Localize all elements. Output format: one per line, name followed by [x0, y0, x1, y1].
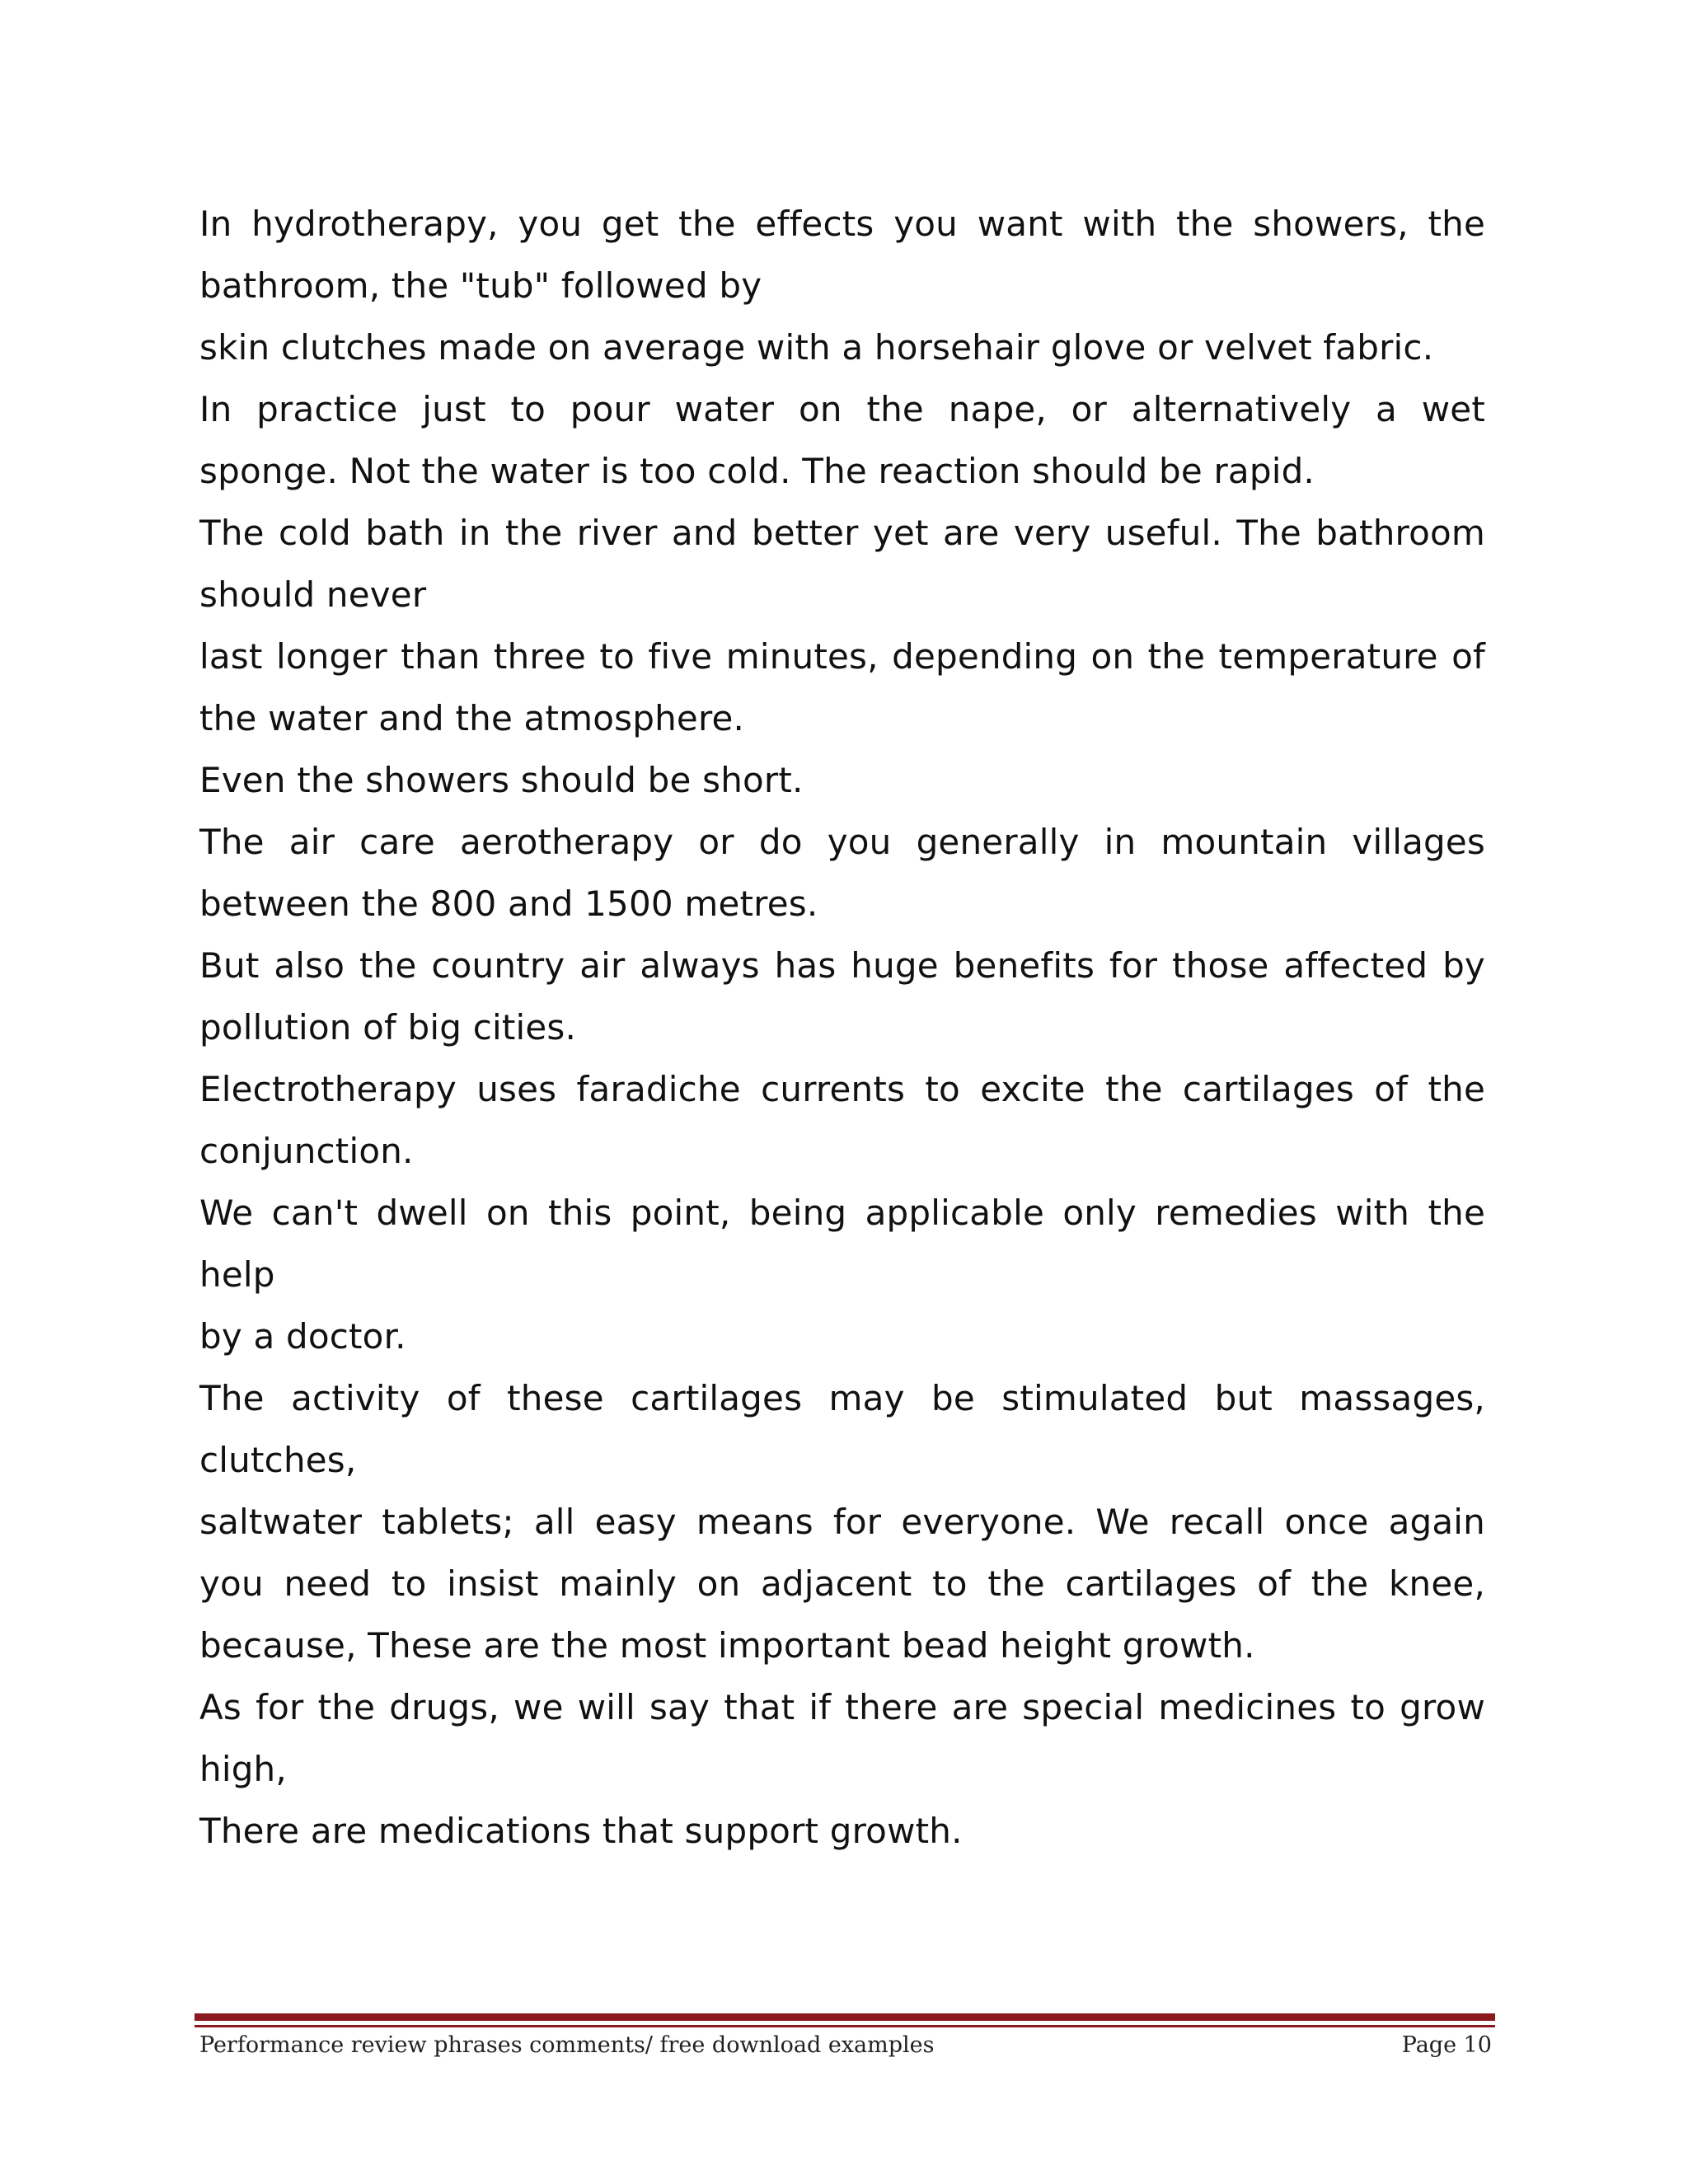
text-line: sponge. Not the water is too cold. The reaction should be rapid.: [199, 451, 1315, 491]
text-line: last longer than three to five minutes, depending on the temperature of: [199, 636, 1485, 677]
footer-title: Performance review phrases comments/ free download examples: [199, 2032, 935, 2058]
text-line: pollution of big cities.: [199, 1007, 577, 1047]
text-line: the water and the atmosphere.: [199, 698, 745, 738]
text-line: In practice just to pour water on the nape, or alternatively a wet: [199, 389, 1485, 429]
text-line: between the 800 and 1500 metres.: [199, 883, 818, 924]
footer-rule-thick: [195, 2013, 1495, 2021]
page-footer: [199, 2029, 1492, 2062]
text-line: should never: [199, 574, 427, 615]
text-line: saltwater tablets; all easy means for everyone. We recall once again: [199, 1502, 1485, 1542]
text-line: skin clutches made on average with a horsehair glove or velvet fabric.: [199, 327, 1434, 368]
text-line: bathroom, the "tub" followed by: [199, 265, 762, 306]
text-line: Even the showers should be short.: [199, 760, 804, 800]
text-line: you need to insist mainly on adjacent to the cartilages of the knee,: [199, 1563, 1485, 1604]
body-text: [199, 193, 1485, 1862]
text-line: We can't dwell on this point, being applicable only remedies with the: [199, 1193, 1485, 1233]
text-line: There are medications that support growth.: [199, 1811, 963, 1851]
text-line: by a doctor.: [199, 1316, 406, 1357]
text-line: Electrotherapy uses faradiche currents to excite the cartilages of the: [199, 1069, 1485, 1109]
text-line: help: [199, 1254, 275, 1295]
text-line: The air care aerotherapy or do you generally in mountain villages: [199, 822, 1485, 862]
footer-rule-thin: [195, 2025, 1495, 2027]
text-line: But also the country air always has huge benefits for those affected by: [199, 945, 1485, 986]
text-line: The cold bath in the river and better yet are very useful. The bathroom: [199, 513, 1485, 553]
text-line: because, These are the most important bead height growth.: [199, 1625, 1255, 1666]
text-line: clutches,: [199, 1440, 357, 1480]
text-line: In hydrotherapy, you get the effects you want with the showers, the: [199, 204, 1485, 244]
text-line: high,: [199, 1749, 287, 1789]
text-line: conjunction.: [199, 1131, 414, 1171]
text-line: The activity of these cartilages may be stimulated but massages,: [199, 1378, 1485, 1418]
page-number: Page 10: [1401, 2032, 1492, 2058]
text-line: As for the drugs, we will say that if there are special medicines to grow: [199, 1687, 1485, 1727]
